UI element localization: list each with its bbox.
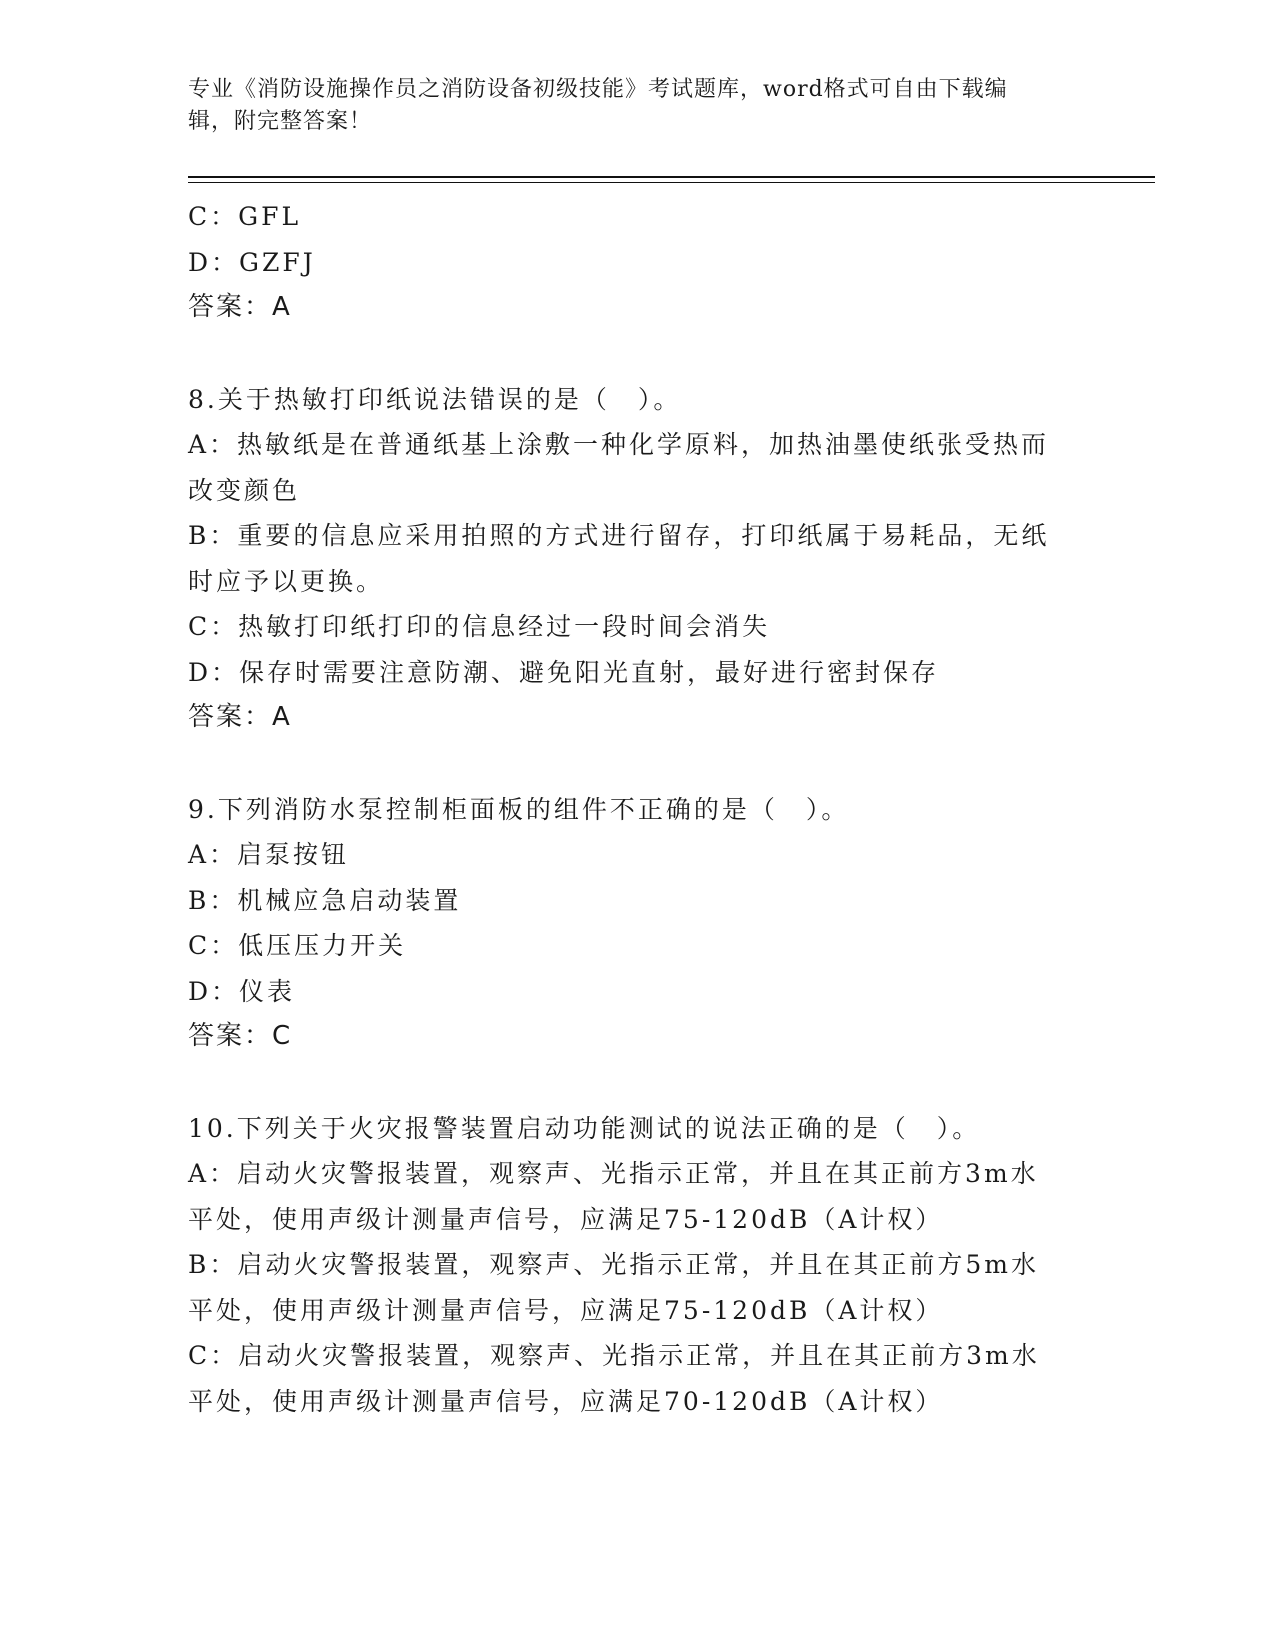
answer: 答案：A [188, 292, 292, 322]
option-d: D：GZFJ [188, 247, 316, 277]
spacer [188, 331, 1088, 377]
option-d: D：保存时需要注意防潮、避免阳光直射，最好进行密封保存 [188, 657, 940, 687]
question-7-tail [188, 194, 1088, 331]
option-a: A：热敏纸是在普通纸基上涂敷一种化学原料，加热油墨使纸张受热而 [188, 430, 1050, 459]
spacer [188, 741, 1088, 787]
question-10 [188, 1106, 1088, 1425]
header-line-1: 专业《消防设施操作员之消防设备初级技能》考试题库，word格式可自由下载编 [188, 77, 1008, 102]
option-c: C：GFL [188, 202, 302, 231]
answer: 答案：C [188, 1021, 293, 1051]
option-b: B：机械应急启动装置 [188, 885, 462, 915]
option-b: B：启动火灾警报装置，观察声、光指示正常，并且在其正前方5m水 [188, 1250, 1039, 1279]
option-c: C：启动火灾警报装置，观察声、光指示正常，并且在其正前方3m水 [188, 1341, 1040, 1370]
option-a-cont: 改变颜色 [188, 475, 301, 505]
option-d: D：仪表 [188, 976, 296, 1006]
spacer [188, 1060, 1088, 1106]
option-b: B：重要的信息应采用拍照的方式进行留存，打印纸属于易耗品，无纸 [188, 521, 1050, 550]
option-a: A：启动火灾警报装置，观察声、光指示正常，并且在其正前方3m水 [188, 1159, 1039, 1188]
document-header [188, 74, 1088, 138]
option-b-cont: 平处，使用声级计测量声信号，应满足75-120dB（A计权） [188, 1295, 944, 1325]
question-stem: 9.下列消防水泵控制柜面板的组件不正确的是（ ）。 [188, 794, 850, 824]
question-9 [188, 787, 1088, 1060]
option-b-cont: 时应予以更换。 [188, 566, 385, 596]
question-stem: 8.关于热敏打印纸说法错误的是（ ）。 [188, 384, 682, 414]
option-c-cont: 平处，使用声级计测量声信号，应满足70-120dB（A计权） [188, 1386, 944, 1416]
question-list [188, 194, 1088, 1424]
option-c: C：热敏打印纸打印的信息经过一段时间会消失 [188, 612, 771, 641]
option-a-cont: 平处，使用声级计测量声信号，应满足75-120dB（A计权） [188, 1204, 944, 1234]
header-rule-thin [188, 182, 1155, 183]
header-line-2: 辑，附完整答案！ [188, 109, 373, 134]
question-stem: 10.下列关于火灾报警装置启动功能测试的说法正确的是（ ）。 [188, 1113, 981, 1143]
option-c: C：低压压力开关 [188, 931, 407, 960]
answer: 答案：A [188, 702, 292, 732]
question-8 [188, 377, 1088, 741]
option-a: A：启泵按钮 [188, 840, 350, 869]
header-rule-thick [188, 176, 1155, 178]
